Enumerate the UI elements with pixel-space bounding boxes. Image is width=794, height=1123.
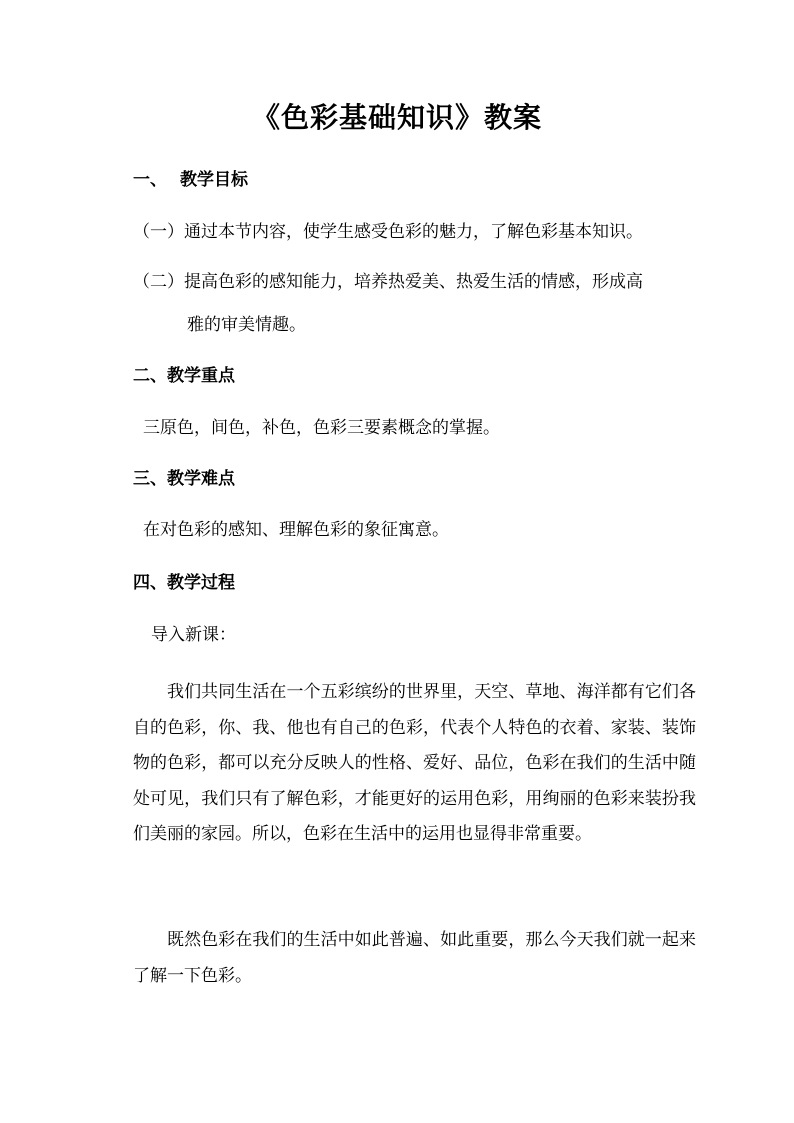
- difficulties-text: 在对色彩的感知、理解色彩的象征寓意。: [143, 520, 449, 540]
- objective-item-2-line-1: （二）提高色彩的感知能力，培养热爱美、热爱生活的情感，形成高: [133, 272, 643, 292]
- section-1-number: 一、: [133, 170, 167, 190]
- lesson-paragraph-2: 既然色彩在我们的生活中如此普遍、如此重要，那么今天我们就一起来了解一下色彩。: [133, 930, 696, 986]
- objective-item-1: （一）通过本节内容，使学生感受色彩的魅力，了解色彩基本知识。: [133, 222, 643, 242]
- objective-item-2-line-2: 雅的审美情趣。: [187, 315, 306, 335]
- lesson-paragraph-1: 我们共同生活在一个五彩缤纷的世界里，天空、草地、海洋都有它们各自的色彩，你、我、他也有自己的色彩，代表个人特色的衣着、家装、装饰物的色彩，都可以充分反映人的性格、爱好、品位，色彩在我们的生活中随处可见，我们只有了解色彩，才能更好的运用色彩，用绚丽的色彩来装扮我们美丽的家园。所以，色彩在生活中的运用也显得非常重要。: [133, 682, 696, 844]
- section-4-heading: 四、教学过程: [133, 573, 235, 593]
- document-title: 《色彩基础知识》教案: [251, 101, 542, 134]
- lesson-intro-label: 导入新课：: [151, 625, 236, 645]
- section-1-heading: 教学目标: [180, 170, 248, 190]
- section-2-heading: 二、教学重点: [133, 366, 235, 386]
- key-points-text: 三原色，间色，补色，色彩三要素概念的掌握。: [143, 418, 500, 438]
- section-3-heading: 三、教学难点: [133, 469, 235, 489]
